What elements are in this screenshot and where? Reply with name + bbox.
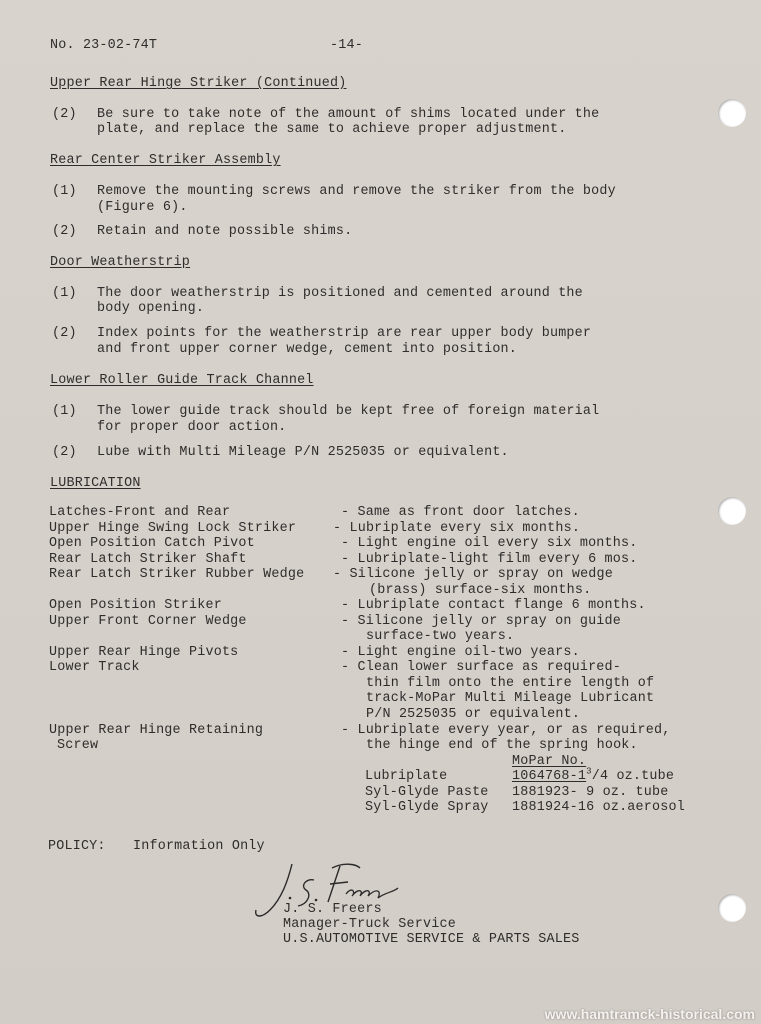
policy-label: POLICY: xyxy=(48,839,106,854)
lube-desc: - Lubriplate every six months. xyxy=(333,521,581,536)
mopar-part: 1881923- 9 oz. tube xyxy=(512,785,669,800)
signer-title: Manager-Truck Service xyxy=(283,917,456,932)
mopar-name: Syl-Glyde Paste xyxy=(365,785,489,800)
lube-item: Rear Latch Striker Shaft xyxy=(49,552,247,567)
lube-desc: - Same as front door latches. xyxy=(341,505,580,520)
document-number: No. 23-02-74T xyxy=(50,38,158,53)
watermark: www.hamtramck-historical.com xyxy=(544,1006,755,1022)
lube-desc: - Lubriplate-light film every 6 mos. xyxy=(341,552,638,567)
lube-item: Upper Rear Hinge Retaining xyxy=(49,723,264,738)
step-number: (2) xyxy=(52,107,77,122)
step-number: (2) xyxy=(52,445,77,460)
lube-desc: - Lubriplate contact flange 6 months. xyxy=(341,598,646,613)
lube-item: Rear Latch Striker Rubber Wedge xyxy=(49,567,305,582)
page-number: -14- xyxy=(330,38,363,53)
lube-desc-cont: thin film onto the entire length of xyxy=(366,676,655,691)
step-text: (Figure 6). xyxy=(97,200,188,215)
step-text: and front upper corner wedge, cement into position. xyxy=(97,342,518,357)
lube-item: Screw xyxy=(57,738,99,753)
step-number: (2) xyxy=(52,224,77,239)
signer-org: U.S.AUTOMOTIVE SERVICE & PARTS SALES xyxy=(283,932,580,947)
step-text: Be sure to take note of the amount of shims located under the xyxy=(97,107,600,122)
step-number: (1) xyxy=(52,184,77,199)
lube-desc: - Silicone jelly or spray on guide xyxy=(341,614,622,629)
lube-item: Upper Front Corner Wedge xyxy=(49,614,247,629)
section-title-lower-roller: Lower Roller Guide Track Channel xyxy=(50,373,314,388)
lube-desc-cont: P/N 2525035 or equivalent. xyxy=(366,707,581,722)
lube-desc-cont: (brass) surface-six months. xyxy=(369,583,592,598)
lube-item: Latches-Front and Rear xyxy=(49,505,231,520)
step-text: Retain and note possible shims. xyxy=(97,224,353,239)
lube-desc-cont: surface-two years. xyxy=(366,629,515,644)
lube-item: Open Position Striker xyxy=(49,598,222,613)
signer-name: J. S. Freers xyxy=(283,902,382,917)
lube-item: Open Position Catch Pivot xyxy=(49,536,255,551)
step-text: The lower guide track should be kept free of foreign material xyxy=(97,404,600,419)
step-text: Lube with Multi Mileage P/N 2525035 or equivalent. xyxy=(97,445,509,460)
step-text: body opening. xyxy=(97,301,205,316)
step-number: (1) xyxy=(52,286,77,301)
lube-desc-cont: track-MoPar Multi Mileage Lubricant xyxy=(366,691,655,706)
step-number: (1) xyxy=(52,404,77,419)
mopar-name: Lubriplate xyxy=(365,769,448,784)
step-text: Remove the mounting screws and remove the striker from the body xyxy=(97,184,616,199)
lube-desc: - Clean lower surface as required- xyxy=(341,660,622,675)
mopar-heading: MoPar No. xyxy=(512,754,587,769)
lube-item: Lower Track xyxy=(49,660,140,675)
binder-hole xyxy=(718,99,746,127)
step-text: for proper door action. xyxy=(97,420,287,435)
lube-desc: - Silicone jelly or spray on wedge xyxy=(333,567,614,582)
binder-hole xyxy=(718,497,746,525)
policy-value: Information Only xyxy=(133,839,265,854)
lube-item: Upper Hinge Swing Lock Striker xyxy=(49,521,297,536)
lube-desc-cont: the hinge end of the spring hook. xyxy=(366,738,638,753)
section-title-upper-rear-hinge: Upper Rear Hinge Striker (Continued) xyxy=(50,76,347,91)
step-text: Index points for the weatherstrip are rear upper body bumper xyxy=(97,326,592,341)
lubrication-title: LUBRICATION xyxy=(50,476,141,491)
section-title-rear-center-striker: Rear Center Striker Assembly xyxy=(50,153,281,168)
lube-desc: - Light engine oil-two years. xyxy=(341,645,580,660)
mopar-name: Syl-Glyde Spray xyxy=(365,800,489,815)
binder-hole xyxy=(718,894,746,922)
mopar-part: $1064768-1^3/4$ oz.tube xyxy=(512,766,675,784)
step-text: plate, and replace the same to achieve proper adjustment. xyxy=(97,122,567,137)
mopar-part: 1881924-16 oz.aerosol xyxy=(512,800,685,815)
section-title-door-weatherstrip: Door Weatherstrip xyxy=(50,255,191,270)
step-number: (2) xyxy=(52,326,77,341)
lube-desc: - Lubriplate every year, or as required, xyxy=(341,723,671,738)
step-text: The door weatherstrip is positioned and cemented around the xyxy=(97,286,583,301)
lube-item: Upper Rear Hinge Pivots xyxy=(49,645,239,660)
lube-desc: - Light engine oil every six months. xyxy=(341,536,638,551)
